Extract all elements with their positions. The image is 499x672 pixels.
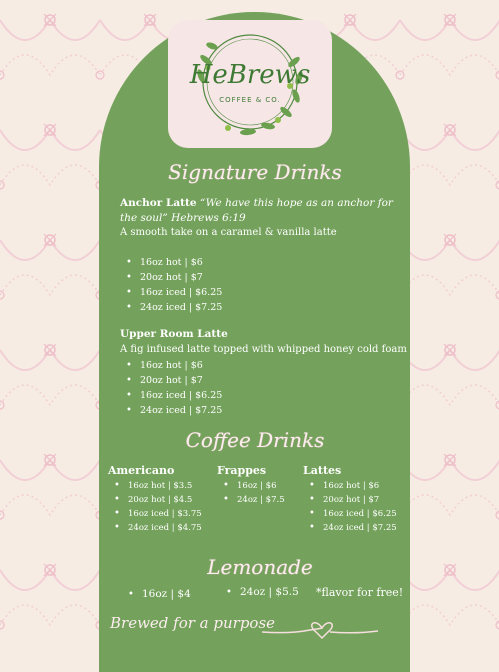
- americano-prices: [112, 479, 202, 535]
- upper-room-latte-prices: [124, 358, 222, 418]
- list-item: • 16oz hot | $6: [307, 479, 397, 493]
- section-title-coffee: Coffee Drinks: [185, 428, 325, 452]
- footer-tagline: Brewed for a purpose: [110, 614, 276, 632]
- brand-name: HeBrews: [189, 60, 311, 90]
- list-item: • 16oz hot | $6: [124, 255, 222, 270]
- anchor-latte-block: [120, 196, 402, 226]
- list-item: • 24oz iced | $7.25: [124, 300, 222, 315]
- list-item: • 24oz | $5.5: [224, 585, 299, 600]
- anchor-latte-name: Anchor Latte: [120, 197, 197, 209]
- anchor-latte-verse: “We have this hope as an anchor for the soul” Hebrews 6:19: [120, 197, 393, 224]
- anchor-latte-prices: [124, 255, 222, 315]
- list-item: • 16oz | $6: [221, 479, 285, 493]
- anchor-latte-desc: A smooth take on a caramel & vanilla latte: [120, 227, 337, 238]
- frappes-prices: [221, 479, 285, 507]
- list-item: • 20oz hot | $7: [307, 493, 397, 507]
- section-title-lemonade: Lemonade: [207, 555, 313, 579]
- upper-room-latte-name: Upper Room Latte: [120, 328, 228, 340]
- list-item: • 16oz iced | $3.75: [112, 507, 202, 521]
- list-item: • 16oz hot | $3.5: [112, 479, 202, 493]
- list-item: • 16oz iced | $6.25: [124, 388, 222, 403]
- flavor-note: *flavor for free!: [316, 586, 404, 599]
- americano-name: Americano: [108, 464, 175, 477]
- upper-room-latte-desc: A fig infused latte topped with whipped honey cold foam: [120, 344, 407, 355]
- lattes-name: Lattes: [303, 464, 342, 477]
- lattes-prices: [307, 479, 397, 535]
- list-item: • 16oz | $4: [126, 587, 191, 602]
- list-item: • 20oz hot | $7: [124, 373, 222, 388]
- list-item: • 20oz hot | $4.5: [112, 493, 202, 507]
- list-item: • 16oz iced | $6.25: [307, 507, 397, 521]
- list-item: • 16oz iced | $6.25: [124, 285, 222, 300]
- section-title-signature: Signature Drinks: [168, 160, 342, 184]
- lemonade-price-16: [126, 587, 191, 602]
- list-item: • 24oz iced | $4.75: [112, 521, 202, 535]
- frappes-name: Frappes: [217, 464, 267, 477]
- list-item: • 24oz | $7.5: [221, 493, 285, 507]
- list-item: • 16oz hot | $6: [124, 358, 222, 373]
- list-item: • 24oz iced | $7.25: [307, 521, 397, 535]
- list-item: • 24oz iced | $7.25: [124, 403, 222, 418]
- logo-badge: [168, 20, 332, 148]
- brand-subtitle: COFFEE & CO.: [219, 96, 281, 104]
- heart-swirl-icon: [260, 614, 390, 644]
- list-item: • 20oz hot | $7: [124, 270, 222, 285]
- lemonade-price-24: [224, 585, 299, 600]
